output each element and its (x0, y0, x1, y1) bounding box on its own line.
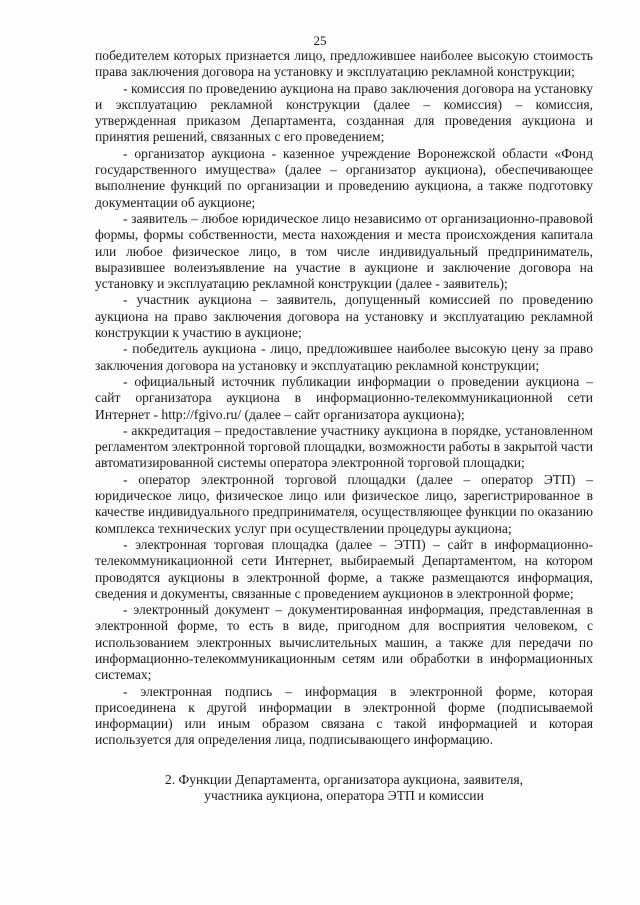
section-heading (95, 772, 593, 805)
definition-etp: - электронная торговая площадка (далее – ЭТП) – сайт в информационно-телекоммуникационной сети Интернет, выбираемый Департаментом, на котором проводятся аукционы в электронной форме, а также размещаются информация, сведения и документы, связанные с проведением аукционов в электронной форме; (95, 536, 593, 601)
definition-applicant: - заявитель – любое юридическое лицо независимо от организационно-правовой формы, формы собственности, места нахождения и места происхождения капитала или любое физическое лицо, в том числе индивидуальный предприниматель, выразившее волеизъявление на участие в аукционе и заключение договора на установку и эксплуатацию рекламной конструкции (далее - заявитель); (95, 210, 593, 292)
definition-organizer: - организатор аукциона - казенное учреждение Воронежской области «Фонд государственного имущества» (далее – организатор аукциона), обеспечивающее выполнение функций по организации и проведению аукциона, а также подготовку документации об аукционе; (95, 145, 593, 210)
definition-official-source: - официальный источник публикации информации о проведении аукциона – сайт организатора аукциона в информационно-телекоммуникационной сети Интернет - http://fgivo.ru/ (далее – сайт организатора аукциона); (95, 373, 593, 422)
definition-electronic-signature: - электронная подпись – информация в электронной форме, которая присоединена к другой информации в электронной форме (подписываемой информации) или иным образом связана с такой информацией и которая используется для определения лица, подписывающего информацию. (95, 683, 593, 748)
definition-electronic-document: - электронный документ – документированная информация, представленная в электронной форме, то есть в виде, пригодном для восприятия человеком, с использованием электронных вычислительных машин, а также для передачи по информационно-телекоммуникационным сетям или обработки в информационных системах; (95, 602, 593, 683)
section-heading-line-2: участника аукциона, оператора ЭТП и комиссии (204, 788, 484, 804)
definition-etp-operator: - оператор электронной торговой площадки (далее – оператор ЭТП) – юридическое лицо, физическое лицо или физическое лицо, зарегистрированное в качестве индивидуального предпринимателя, осуществляющее функции по оказанию комплекса технических услуг при осуществлении процедуры аукциона; (95, 471, 593, 536)
section-heading-line-1: 2. Функции Департамента, организатора аукциона, заявителя, (164, 772, 524, 787)
definition-winner: - победитель аукциона - лицо, предложившее наиболее высокую цену за право заключения договора на установку и эксплуатацию рекламной конструкции; (95, 341, 593, 373)
paragraph-continuation: победителем которых признается лицо, предложившее наиболее высокую стоимость права заключения договора на установку и эксплуатацию рекламной конструкции; (95, 48, 593, 80)
definition-commission: - комиссия по проведению аукциона на право заключения договора на установку и эксплуатацию рекламной конструкции (далее – комиссия) – комиссия, утвержденная приказом Департамента, созданная для проведения аукциона и принятия решений, связанных с его проведением; (95, 80, 593, 145)
definition-participant: - участник аукциона – заявитель, допущенный комиссией по проведению аукциона на право заключения договора на установку и эксплуатацию рекламной конструкции к участию в аукционе; (95, 292, 593, 341)
page-number: 25 (313, 33, 327, 48)
body-text (95, 48, 593, 749)
definition-accreditation: - аккредитация – предоставление участнику аукциона в порядке, установленном регламентом электронной торговой площадки, возможности работы в закрытой части автоматизированной системы оператора электронной торговой площадки; (95, 422, 593, 471)
